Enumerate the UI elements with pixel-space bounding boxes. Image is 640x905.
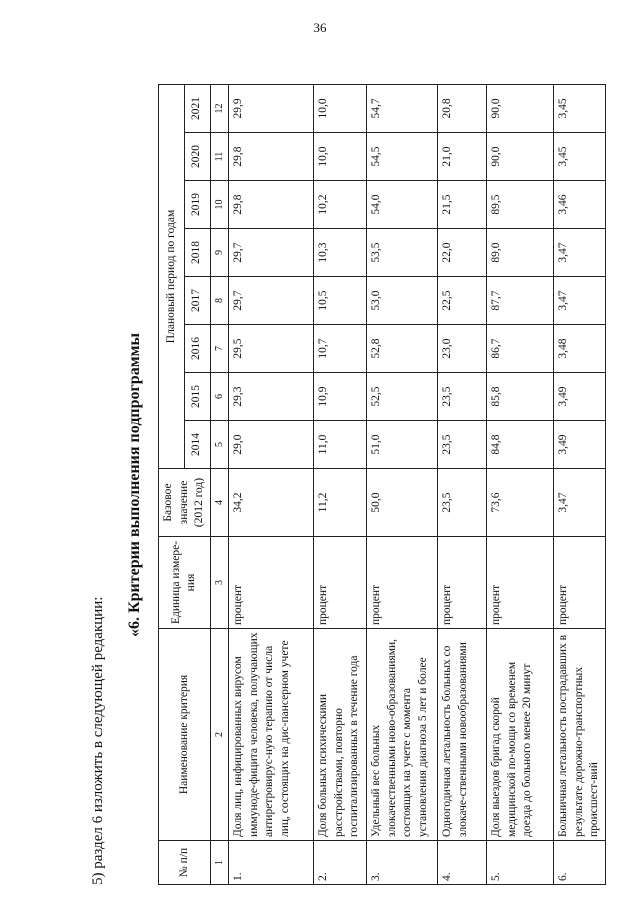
row-name: Одногодичная летальность больных со злокаче-ственными новообразованиями bbox=[438, 629, 487, 841]
row-base: 34,2 bbox=[229, 469, 314, 537]
row-value: 22,5 bbox=[438, 277, 487, 325]
row-name: Больничная летальность пострадавших в результате дорожно-транспортных происшест-вий bbox=[554, 629, 606, 841]
row-name: Доля лиц, инфицированных вирусом иммуноде-фицита человека, получающих антиретровирус-ную терапию от числа лиц, состоящих на дис-пансерном учете bbox=[229, 629, 314, 841]
header-unit: Единица измере-ния bbox=[159, 537, 211, 629]
row-value: 29,8 bbox=[229, 181, 314, 229]
row-num: 5. bbox=[487, 841, 554, 885]
row-value: 29,7 bbox=[229, 277, 314, 325]
row-num: 2. bbox=[314, 841, 367, 885]
row-value: 3,45 bbox=[554, 84, 606, 132]
page-number: 36 bbox=[313, 20, 327, 35]
row-value: 29,0 bbox=[229, 421, 314, 469]
row-value: 10,0 bbox=[314, 84, 367, 132]
column-index: 5 bbox=[210, 421, 229, 469]
row-value: 54,0 bbox=[367, 181, 438, 229]
table-row bbox=[438, 84, 487, 884]
header-name: Наименование критерия bbox=[159, 629, 211, 841]
row-value: 52,8 bbox=[367, 325, 438, 373]
row-base: 73,6 bbox=[487, 469, 554, 537]
row-value: 3,49 bbox=[554, 421, 606, 469]
row-value: 23,5 bbox=[438, 373, 487, 421]
row-value: 10,3 bbox=[314, 229, 367, 277]
criteria-table bbox=[158, 84, 606, 885]
rotated-content bbox=[90, 85, 610, 885]
row-value: 84,8 bbox=[487, 421, 554, 469]
row-value: 23,5 bbox=[438, 421, 487, 469]
table-row bbox=[229, 84, 314, 884]
column-index: 10 bbox=[210, 181, 229, 229]
row-value: 54,7 bbox=[367, 84, 438, 132]
row-value: 86,7 bbox=[487, 325, 554, 373]
header-year: 2015 bbox=[184, 373, 210, 421]
row-value: 52,5 bbox=[367, 373, 438, 421]
table-row bbox=[367, 84, 438, 884]
row-value: 87,7 bbox=[487, 277, 554, 325]
row-unit: процент bbox=[487, 537, 554, 629]
row-value: 3,47 bbox=[554, 277, 606, 325]
table-row bbox=[487, 84, 554, 884]
row-base: 23,5 bbox=[438, 469, 487, 537]
row-value: 85,8 bbox=[487, 373, 554, 421]
row-value: 29,7 bbox=[229, 229, 314, 277]
row-base: 11,2 bbox=[314, 469, 367, 537]
row-value: 20,8 bbox=[438, 84, 487, 132]
row-name: Удельный вес больных злокачественными ново-образованиями, состоящих на учете с момента установления диагноза 5 лет и более bbox=[367, 629, 438, 841]
row-value: 10,0 bbox=[314, 133, 367, 181]
row-value: 29,3 bbox=[229, 373, 314, 421]
header-num: № п/п bbox=[159, 841, 211, 885]
header-base: Базовое значение (2012 год) bbox=[159, 469, 211, 537]
column-index: 1 bbox=[210, 841, 229, 885]
row-value: 29,5 bbox=[229, 325, 314, 373]
row-base: 50,0 bbox=[367, 469, 438, 537]
row-value: 10,2 bbox=[314, 181, 367, 229]
column-index: 12 bbox=[210, 84, 229, 132]
row-value: 51,0 bbox=[367, 421, 438, 469]
row-value: 3,47 bbox=[554, 229, 606, 277]
row-unit: процент bbox=[438, 537, 487, 629]
row-value: 54,5 bbox=[367, 133, 438, 181]
header-year: 2017 bbox=[184, 277, 210, 325]
row-num: 6. bbox=[554, 841, 606, 885]
column-index: 3 bbox=[210, 537, 229, 629]
row-value: 11,0 bbox=[314, 421, 367, 469]
row-name: Доля больных психическими расстройствами, повторно госпитализированных в течение года bbox=[314, 629, 367, 841]
row-value: 89,5 bbox=[487, 181, 554, 229]
column-index: 4 bbox=[210, 469, 229, 537]
row-value: 10,9 bbox=[314, 373, 367, 421]
header-year: 2020 bbox=[184, 133, 210, 181]
row-value: 90,0 bbox=[487, 84, 554, 132]
row-unit: процент bbox=[367, 537, 438, 629]
header-year: 2014 bbox=[184, 421, 210, 469]
row-value: 21,5 bbox=[438, 181, 487, 229]
row-num: 1. bbox=[229, 841, 314, 885]
row-name: Доля выездов бригад скорой медицинской по-мощи со временем доезда до больного менее 20 минут bbox=[487, 629, 554, 841]
row-base: 3,47 bbox=[554, 469, 606, 537]
table-row bbox=[314, 84, 367, 884]
header-year: 2021 bbox=[184, 84, 210, 132]
row-value: 29,9 bbox=[229, 84, 314, 132]
row-value: 23,0 bbox=[438, 325, 487, 373]
row-value: 53,0 bbox=[367, 277, 438, 325]
row-value: 21,0 bbox=[438, 133, 487, 181]
header-year: 2019 bbox=[184, 181, 210, 229]
row-value: 3,46 bbox=[554, 181, 606, 229]
row-num: 3. bbox=[367, 841, 438, 885]
header-year: 2018 bbox=[184, 229, 210, 277]
row-num: 4. bbox=[438, 841, 487, 885]
row-value: 53,5 bbox=[367, 229, 438, 277]
intro-text: 5) раздел 6 изложить в следующей редакции: bbox=[90, 596, 106, 885]
row-value: 89,0 bbox=[487, 229, 554, 277]
row-value: 10,5 bbox=[314, 277, 367, 325]
row-unit: процент bbox=[314, 537, 367, 629]
row-value: 3,48 bbox=[554, 325, 606, 373]
row-value: 29,8 bbox=[229, 133, 314, 181]
row-unit: процент bbox=[554, 537, 606, 629]
column-index: 7 bbox=[210, 325, 229, 373]
column-index: 9 bbox=[210, 229, 229, 277]
table-row bbox=[554, 84, 606, 884]
header-year: 2016 bbox=[184, 325, 210, 373]
header-plan: Плановый период по годам bbox=[159, 84, 185, 468]
column-index: 11 bbox=[210, 133, 229, 181]
column-index: 6 bbox=[210, 373, 229, 421]
column-index: 8 bbox=[210, 277, 229, 325]
section-heading: «6. Критерии выполнения подпрограммы bbox=[126, 333, 143, 637]
row-value: 22,0 bbox=[438, 229, 487, 277]
row-value: 10,7 bbox=[314, 325, 367, 373]
row-value: 3,49 bbox=[554, 373, 606, 421]
row-unit: процент bbox=[229, 537, 314, 629]
column-index: 2 bbox=[210, 629, 229, 841]
row-value: 3,45 bbox=[554, 133, 606, 181]
row-value: 90,0 bbox=[487, 133, 554, 181]
